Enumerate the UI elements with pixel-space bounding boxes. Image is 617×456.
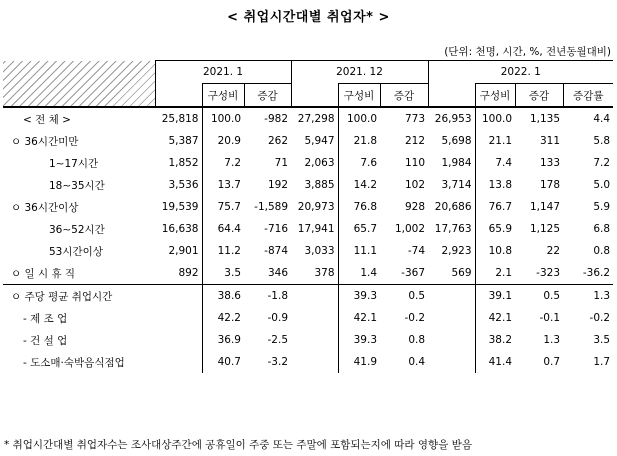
- table-row: [3, 152, 613, 174]
- cell-value: 65.7: [338, 218, 380, 240]
- cell-value: 5.9: [593, 201, 611, 213]
- cell-blank: [155, 329, 202, 351]
- cell-value: 42.1: [475, 307, 515, 329]
- cell-value: 22: [546, 245, 561, 257]
- cell-value: 40.7: [202, 351, 244, 373]
- row-label: 18∼35시간: [49, 179, 105, 192]
- cell-value: 20.9: [202, 130, 244, 152]
- cell-value: 26,953: [428, 107, 475, 130]
- cell-value: 1,125: [529, 223, 561, 235]
- cell-value: 100.0: [475, 107, 515, 130]
- cell-value: 928: [404, 201, 426, 213]
- row-label: 36∼52시간: [49, 223, 105, 236]
- cell-blank: [155, 351, 202, 373]
- table-row: [3, 285, 613, 308]
- cell-value: 14.2: [338, 174, 380, 196]
- cell-value: 38.6: [202, 285, 244, 308]
- row-label: - 건 설 업: [23, 334, 68, 347]
- cell-value: 71: [274, 157, 289, 169]
- sub-header: 구성비: [475, 84, 515, 108]
- cell-value: 1,984: [441, 157, 472, 169]
- sub-header: 증감: [515, 84, 563, 108]
- cell-blank: [155, 285, 202, 308]
- cell-value: 13.7: [202, 174, 244, 196]
- employment-table: [3, 60, 613, 373]
- cell-value: 5,698: [441, 135, 472, 147]
- cell-value: 178: [539, 179, 561, 191]
- cell-value: 0.8: [593, 245, 611, 257]
- table-title: < 취업시간대별 취업자* >: [227, 10, 390, 25]
- cell-value: 5,947: [304, 135, 335, 147]
- table-row: [3, 174, 613, 196]
- sub-header: 증감률: [563, 84, 613, 108]
- cell-value: 2.1: [475, 262, 515, 285]
- cell-value: -1.8: [244, 285, 291, 308]
- cell-value: 39.3: [338, 285, 380, 308]
- sub-header: 증감: [244, 84, 291, 108]
- cell-value: 7.6: [338, 152, 380, 174]
- cell-value: 25,818: [155, 107, 202, 130]
- row-label: ㅇ 일 시 휴 직: [11, 267, 76, 280]
- period-header-row: [3, 61, 613, 84]
- cell-value: 1,852: [168, 157, 199, 169]
- cell-value: 5.8: [593, 135, 611, 147]
- cell-blank: [428, 351, 475, 373]
- cell-value: 1.3: [563, 285, 613, 308]
- cell-value: 38.2: [475, 329, 515, 351]
- cell-value: 0.5: [515, 285, 563, 308]
- label-header-cell: [3, 61, 155, 108]
- cell-value: 65.9: [475, 218, 515, 240]
- cell-value: 21.1: [475, 130, 515, 152]
- cell-value: 3,536: [168, 179, 199, 191]
- cell-value: 11.1: [338, 240, 380, 262]
- table-row: [3, 107, 613, 130]
- table-row: [3, 240, 613, 262]
- cell-value: 3.5: [593, 334, 611, 346]
- cell-value: 262: [267, 135, 289, 147]
- footnote: * 취업시간대별 취업자수는 조사대상주간에 공휴일이 주중 또는 주말에 포함되는지에 따라 영향을 받음: [4, 439, 472, 451]
- row-label: < 전 체 >: [3, 107, 155, 130]
- cell-blank: [428, 285, 475, 308]
- cell-value: 3,885: [304, 179, 335, 191]
- cell-value: 311: [539, 135, 561, 147]
- cell-value: 10.8: [475, 240, 515, 262]
- cell-value: 1,135: [515, 107, 563, 130]
- cell-value: 6.8: [593, 223, 611, 235]
- cell-value: -1,589: [254, 201, 289, 213]
- cell-value: -74: [407, 245, 426, 257]
- cell-value: 20,686: [434, 201, 472, 213]
- table-row: [3, 130, 613, 152]
- cell-value: 892: [178, 267, 199, 279]
- cell-value: 39.1: [475, 285, 515, 308]
- sub-header-blank: [428, 84, 475, 108]
- row-label: ㅇ 36시간이상: [11, 201, 79, 214]
- cell-blank: [428, 307, 475, 329]
- cell-value: 42.2: [202, 307, 244, 329]
- cell-value: 1.7: [593, 356, 611, 368]
- cell-blank: [428, 329, 475, 351]
- cell-value: -323: [536, 267, 561, 279]
- cell-value: 3,033: [304, 245, 335, 257]
- cell-value: 100.0: [338, 107, 380, 130]
- cell-value: 27,298: [291, 107, 338, 130]
- cell-value: -367: [401, 267, 426, 279]
- cell-value: 20,973: [297, 201, 335, 213]
- cell-value: 1,002: [394, 223, 426, 235]
- cell-value: 378: [314, 267, 335, 279]
- cell-value: 192: [267, 179, 289, 191]
- cell-value: 110: [404, 157, 426, 169]
- table-row: [3, 262, 613, 285]
- cell-value: 17,763: [434, 223, 472, 235]
- cell-value: 0.5: [380, 285, 428, 308]
- cell-value: 39.3: [338, 329, 380, 351]
- cell-value: 16,638: [161, 223, 199, 235]
- cell-value: 76.7: [475, 196, 515, 218]
- cell-value: 3,714: [441, 179, 472, 191]
- sub-header: 구성비: [202, 84, 244, 108]
- row-label: - 제 조 업: [23, 312, 68, 325]
- cell-value: 7.2: [202, 152, 244, 174]
- cell-value: 5.0: [593, 179, 611, 191]
- cell-value: -3.2: [267, 356, 289, 368]
- cell-value: -0.2: [589, 312, 611, 324]
- cell-value: 36.9: [202, 329, 244, 351]
- cell-value: -0.1: [539, 312, 561, 324]
- cell-value: 133: [539, 157, 561, 169]
- unit-note: (단위: 천명, 시간, %, 전년동월대비): [444, 46, 611, 58]
- cell-value: -0.9: [267, 312, 289, 324]
- cell-value: 11.2: [202, 240, 244, 262]
- cell-value: 76.8: [338, 196, 380, 218]
- row-label: ㅇ 주당 평균 취업시간: [3, 285, 155, 308]
- sub-header: 구성비: [338, 84, 380, 108]
- row-label: 1∼17시간: [49, 157, 99, 170]
- cell-value: 19,539: [161, 201, 199, 213]
- period-header: 2021. 1: [155, 61, 291, 84]
- row-label: ㅇ 36시간미만: [11, 135, 79, 148]
- cell-value: 41.9: [338, 351, 380, 373]
- cell-value: -716: [264, 223, 289, 235]
- cell-value: 0.7: [543, 356, 561, 368]
- sub-header-blank: [155, 84, 202, 108]
- cell-value: 773: [380, 107, 428, 130]
- cell-value: -874: [264, 245, 289, 257]
- cell-value: 0.4: [408, 356, 426, 368]
- sub-header: 증감: [380, 84, 428, 108]
- cell-value: -0.2: [404, 312, 426, 324]
- cell-value: 212: [404, 135, 426, 147]
- cell-blank: [155, 307, 202, 329]
- cell-value: 2,063: [304, 157, 335, 169]
- cell-value: 2,923: [441, 245, 472, 257]
- cell-value: 102: [404, 179, 426, 191]
- cell-value: 0.8: [408, 334, 426, 346]
- cell-value: -36.2: [582, 267, 611, 279]
- cell-value: 7.4: [475, 152, 515, 174]
- cell-value: 4.4: [563, 107, 613, 130]
- row-label: 53시간이상: [49, 245, 103, 258]
- cell-blank: [291, 307, 338, 329]
- cell-value: 75.7: [202, 196, 244, 218]
- table-row: [3, 351, 613, 373]
- cell-value: 13.8: [475, 174, 515, 196]
- cell-blank: [291, 285, 338, 308]
- cell-value: -2.5: [267, 334, 289, 346]
- cell-value: 41.4: [475, 351, 515, 373]
- cell-value: 346: [267, 267, 289, 279]
- cell-value: 1.3: [543, 334, 561, 346]
- cell-value: 5,387: [168, 135, 199, 147]
- cell-value: 3.5: [202, 262, 244, 285]
- cell-value: 100.0: [202, 107, 244, 130]
- table-body: [3, 61, 613, 374]
- cell-value: 21.8: [338, 130, 380, 152]
- cell-value: 17,941: [297, 223, 335, 235]
- cell-value: 569: [451, 267, 472, 279]
- cell-value: 1,147: [529, 201, 561, 213]
- cell-value: 42.1: [338, 307, 380, 329]
- table-row: [3, 196, 613, 218]
- table-row: [3, 329, 613, 351]
- period-header: 2022. 1: [428, 61, 613, 84]
- cell-blank: [291, 351, 338, 373]
- table-row: [3, 307, 613, 329]
- table-row: [3, 218, 613, 240]
- cell-value: 2,901: [168, 245, 199, 257]
- cell-value: 7.2: [593, 157, 611, 169]
- cell-value: 64.4: [202, 218, 244, 240]
- row-label: - 도소매·숙박음식점업: [23, 356, 125, 369]
- cell-value: -982: [244, 107, 291, 130]
- cell-blank: [291, 329, 338, 351]
- cell-value: 1.4: [338, 262, 380, 285]
- period-header: 2021. 12: [291, 61, 428, 84]
- sub-header-blank: [291, 84, 338, 108]
